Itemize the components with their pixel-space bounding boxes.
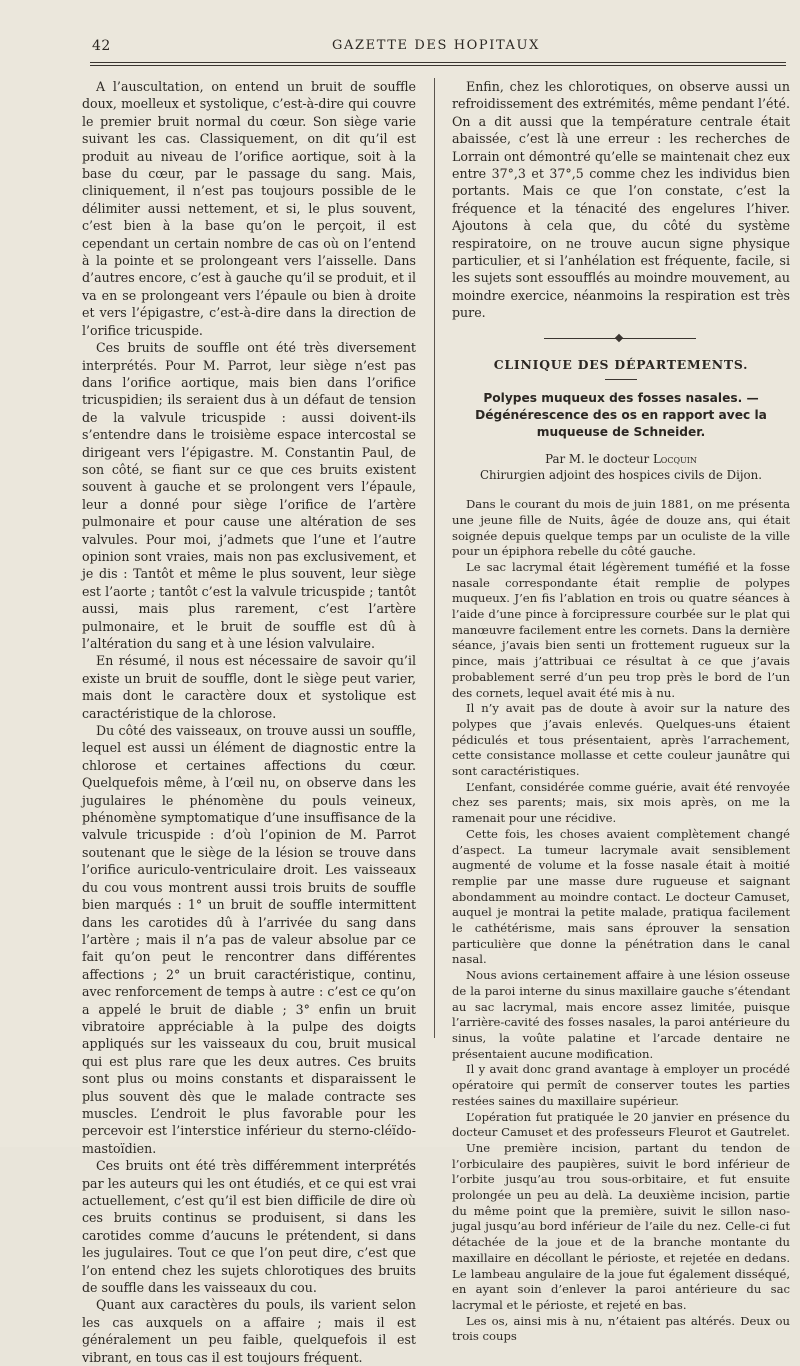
paragraph: Enfin, chez les chlorotiques, on observe aussi un refroidissement des extrémités, même pendant l’été. On a dit aussi que la température centrale était abaissée, c’est là une erreur : les recherches de Lorrain ont démontré qu’elle se maintenait chez eux entre 37°,3 et 37°,5 comme chez les individus bien portants. Mais ce que l’on constate, c’est la fréquence et la ténacité des engelures l’hiver. Ajoutons à cela que, du côté du système respiratoire, on ne trouve aucun signe physique particulier, et si l’anhélation est fréquente, facile, si les sujets sont essoufflés au moindre mouvement, au moindre exercice, néanmoins la respiration est très pure.	[452, 79, 790, 321]
section-ornament	[452, 332, 790, 344]
paragraph: Quant aux caractères du pouls, ils varient selon les cas auxquels on a affaire ; mais il est généralement un peu faible, quelquefois il est vibrant, en tous cas il est toujours fréquent.	[82, 1297, 416, 1365]
paragraph: Ces bruits ont été très différemment interprétés par les auteurs qui les ont étudiés, et ce qui est vrai actuellement, c’est qu’il est bien difficile de dire où ces bruits continus se produisent, si dans les carotides comme d’aucuns le prétendent, si dans les jugulaires. Tout ce que l’on peut dire, c’est que l’on entend chez les sujets chlorotiques des bruits de souffle dans les vaisseaux du cou.	[82, 1158, 416, 1296]
paragraph: Il y avait donc grand avantage à employer un procédé opératoire qui permît de conserver toutes les parties restées saines du maxillaire supérieur.	[452, 1062, 790, 1108]
paragraph: L’enfant, considérée comme guérie, avait été renvoyée chez ses parents; mais, six mois après, on me la ramenait pour une récidive.	[452, 779, 790, 826]
byline	[452, 451, 790, 467]
byline-prefix: Par M. le docteur	[545, 452, 653, 467]
paragraph: Cette fois, les choses avaient complètement changé d’aspect. La tumeur lacrymale avait sensiblement augmenté de volume et la fosse nasale était à moitié remplie par une masse dure rugueuse et saignant abondamment au moindre contact. Le docteur Camuset, auquel je montrai la petite malade, pratiqua facilement le cathétérisme, mais sans éprouver la sensation particulière que donne la pénétration dans le canal nasal.	[452, 826, 790, 967]
author-name: Locquin	[652, 452, 697, 467]
section-title: CLINIQUE DES DÉPARTEMENTS.	[493, 356, 749, 372]
left-column	[82, 78, 416, 1366]
header-rule	[90, 62, 786, 66]
paragraph: Une première incision, partant du tendon de l’orbiculaire des paupières, suivit le bord inférieur de l’orbite jusqu’au trou sous-orbitaire, et fut ensuite prolongée un peu au delà. La deuxième incision, partie du même point que la première, suivit le sillon naso-jugal jusqu’au bord inférieur de l’aile du nez. Celle-ci fut détachée de la joue et de la branche montante du maxillaire en décollant le périoste, et rejetée en dedans. Le lambeau angulaire de la joue fut également disséqué, en ayant soin d’enlever la paroi antérieure du sac lacrymal et le périoste, et rejeté en bas.	[452, 1140, 790, 1312]
page-header	[86, 38, 786, 60]
column-divider	[434, 78, 435, 1038]
page-number: 42	[92, 38, 111, 54]
paragraph: Il n’y avait pas de doute à avoir sur la nature des polypes que j’avais enlevés. Quelques-uns étaient pédiculés et tous présentaient, après l’arrachement, cette consistance mollasse et cette couleur jaunâtre qui sont caractéristiques.	[452, 701, 790, 779]
paragraph: Dans le courant du mois de juin 1881, on me présenta une jeune fille de Nuits, âgée de douze ans, qui était soignée depuis quelque temps par un oculiste de la ville pour un épiphora rebelle du côté gauche.	[452, 497, 790, 559]
right-column	[452, 78, 790, 1345]
paragraph: Ces bruits de souffle ont été très diversement interprétés. Pour M. Parrot, leur siège n’est pas dans l’orifice aortique, mais bien dans l’orifice tricuspidien; ils seraient dus à un défaut de tension de la valvule tricuspide : aussi doivent-ils s’entendre dans le troisième espace intercostal se dirigeant vers l’épigastre. M. Constantin Paul, de son côté, se fiant sur ce que ces bruits existent souvent à gauche et se prolongent vers l’épaule, leur a donné pour siège l’orifice de l’artère pulmonaire et pour cause une altération de ses valvules. Pour moi, j’admets que l’une et l’autre opinion sont vraies, mais non pas exclusivement, et je dis : Tantôt et même le plus souvent, leur siège est l’aorte ; tantôt c’est la valvule tricuspide ; tantôt aussi, mais plus rarement, c’est l’artère pulmonaire, et le bruit de souffle est dû à l’altération du sang et à une lésion valvulaire.	[82, 340, 416, 651]
paragraph: Le sac lacrymal était légèrement tuméfié et la fosse nasale correspondante était remplie de polypes muqueux. J’en fis l’ablation en trois ou quatre séances à l’aide d’une pince à forcipressure courbée sur le plat qui manœuvre facilement entre les cornets. Dans la dernière séance, j’avais bien senti un frottement rugueux sur la pince, mais j’attribuai ce résultat à ce que j’avais probablement serré d’un peu trop près le bord de l’un des cornets, lequel avait été mis à nu.	[452, 559, 790, 700]
ornament-diamond-icon	[615, 333, 623, 341]
paragraph: Les os, ainsi mis à nu, n’étaient pas altérés. Deux ou trois coups	[452, 1313, 790, 1344]
short-rule	[605, 379, 637, 380]
running-title: GAZETTE DES HOPITAUX	[332, 38, 540, 53]
paragraph: Nous avions certainement affaire à une lésion osseuse de la paroi interne du sinus maxillaire gauche s’étendant au sac lacrymal, mais encore assez limitée, puisque l’arrière-cavité des fosses nasales, la paroi antérieure du sinus, la voûte palatine et l’arcade dentaire ne présentaient aucune modification.	[452, 968, 790, 1061]
paragraph: Du côté des vaisseaux, on trouve aussi un souffle, lequel est aussi un élément de diagnostic entre la chlorose et certaines affections du cœur. Quelquefois même, à l’œil nu, on observe dans les jugulaires le phénomène du pouls veineux, phénomène symptomatique d’une insuffisance de la valvule tricuspide : d’où l’opinion de M. Parrot soutenant que le siège de la lésion se trouve dans l’orifice auriculo-ventriculaire droit. Les vaisseaux du cou vous montrent aussi trois bruits de souffle bien marqués : 1° un bruit de souffle intermittent dans les carotides dû à l’arrivée du sang dans l’artère ; mais il n’a pas de valeur absolue par ce fait qu’on peut le rencontrer dans différentes affections ; 2° un bruit caractéristique, continu, avec renforcement de temps à autre : c’est ce qu’on a appelé le bruit de diable ; 3° enfin un bruit vibratoire appréciable à la pulpe des doigts appliqués sur les vaisseaux du cou, bruit musical qui est plus rare que les deux autres. Ces bruits sont plus ou moins constants et disparaissent le plus souvent dès que le malade contracte ses muscles. L’endroit le plus favorable pour les percevoir est l’interstice inférieur du sterno-cléïdo-mastoïdien.	[82, 723, 416, 1156]
paragraph: L’opération fut pratiquée le 20 janvier en présence du docteur Camuset et des professeurs Fleurot et Gautrelet.	[452, 1109, 790, 1140]
author-affiliation: Chirurgien adjoint des hospices civils de Dijon.	[480, 468, 762, 483]
paragraph: A l’auscultation, on entend un bruit de souffle doux, moelleux et systolique, c’est-à-dire qui couvre le premier bruit normal du cœur. Son siège varie suivant les cas. Classiquement, on dit qu’il est produit au niveau de l’orifice aortique, soit à la base du cœur, par le passage du sang. Mais, cliniquement, il n’est pas toujours possible de le délimiter aussi nettement, et si, le plus souvent, c’est bien à la base qu’on le perçoit, il est cependant un certain nombre de cas où on l’entend à la pointe et se prolongeant vers l’aisselle. Dans d’autres encore, c’est à gauche qu’il se produit, et il va en se prolongeant vers l’épaule ou bien à droite et vers l’épigastre, c’est-à-dire dans la direction de l’orifice tricuspide.	[82, 79, 416, 338]
article-title: Polypes muqueux des fosses nasales. — Dégénérescence des os en rapport avec la muqueuse de Schneider.	[475, 391, 767, 440]
paragraph: En résumé, il nous est nécessaire de savoir qu’il existe un bruit de souffle, dont le siège peut varier, mais dont le caractère doux et systolique est caractéristique de la chlorose.	[82, 653, 416, 721]
